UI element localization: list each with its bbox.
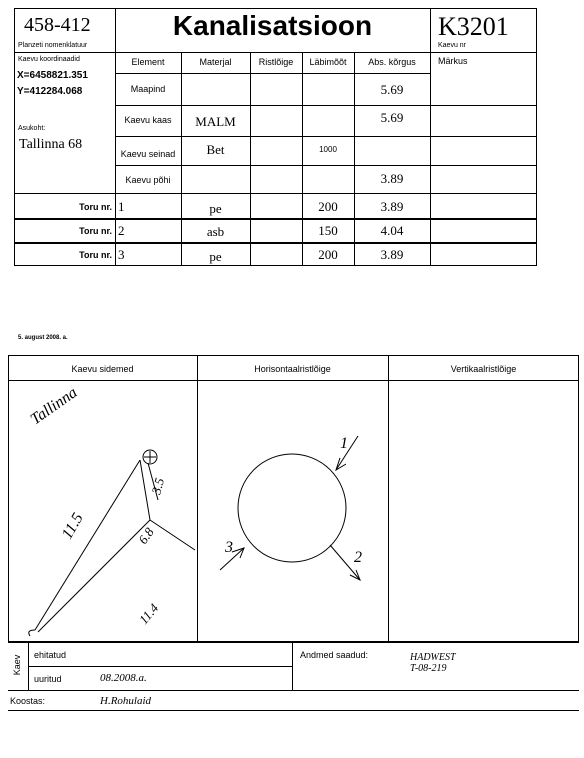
pipe-abs: 4.04 <box>380 223 404 238</box>
sketch-line <box>35 460 140 630</box>
date-label: 5. august 2008. a. <box>18 335 68 341</box>
row-element: Kaevu kaas <box>124 115 172 125</box>
compiled-label: Koostas: <box>10 696 46 706</box>
row-element: Kaevu põhi <box>125 175 171 185</box>
data-source-label: Andmed saadud: <box>300 650 369 660</box>
row-diameter: 1000 <box>319 145 337 154</box>
footer-side-label: Kaev <box>12 654 22 676</box>
pipe-diameter: 200 <box>318 199 338 214</box>
sketch-line <box>150 520 195 550</box>
pipe-diameter: 200 <box>318 247 338 262</box>
sheet-number: 458-412 <box>24 14 91 36</box>
surveyed-label: uuritud <box>34 674 62 684</box>
pipe-abs: 3.89 <box>380 199 404 214</box>
section-connections: Kaevu sidemed <box>71 364 134 374</box>
col-header-diameter: Läbimõõt <box>309 57 347 67</box>
sketch-pipe-1: 1 <box>340 435 348 452</box>
well-id: K3201 <box>438 12 509 41</box>
pipe-material: asb <box>206 224 225 239</box>
page-title: Kanalisatsioon <box>172 10 373 41</box>
row-abs: 3.89 <box>380 171 404 186</box>
pipe-diameter: 150 <box>318 223 338 238</box>
row-material: Bet <box>206 142 225 157</box>
pipe-label: Toru nr. <box>79 202 112 212</box>
pipe-nr: 3 <box>118 247 125 262</box>
pipe-nr: 2 <box>118 223 125 238</box>
sketch-dim-b: 3.5 <box>148 476 168 496</box>
well-id-caption: Kaevu nr <box>438 42 467 49</box>
coord-x: X=6458821.351 <box>17 70 88 81</box>
col-header-notes: Märkus <box>438 56 468 66</box>
location-value: Tallinna 68 <box>19 137 83 152</box>
col-header-material: Materjal <box>199 57 232 67</box>
pipe-label: Toru nr. <box>79 226 112 236</box>
section-horizontal: Horisontaalristlõige <box>254 364 331 374</box>
row-element: Maapind <box>130 84 166 94</box>
row-abs: 5.69 <box>380 110 404 125</box>
sketch-dim-c: 6.8 <box>135 524 157 547</box>
sketch-dim-d: 11.4 <box>135 600 162 627</box>
row-abs: 5.69 <box>380 82 404 97</box>
location-label: Asukoht: <box>18 125 46 132</box>
coords-label: Kaevu koordinaadid <box>18 56 80 63</box>
surveyed-value: 08.2008.a. <box>100 672 147 684</box>
sketch-line <box>38 520 150 632</box>
sketch-dim-a: 11.5 <box>58 510 87 542</box>
compiled-value: H.Rohulaid <box>100 695 152 707</box>
pipe-material: pe <box>209 201 222 216</box>
built-label: ehitatud <box>34 650 67 660</box>
row-material: MALM <box>195 114 236 129</box>
data-source-value: HADWEST <box>410 652 456 663</box>
sketch-arc <box>29 630 35 636</box>
pipe-nr: 1 <box>118 199 125 214</box>
sketch-pipe-3: 3 <box>225 539 233 556</box>
sketch-pipe-2: 2 <box>354 549 362 566</box>
pipe-label: Toru nr. <box>79 250 112 260</box>
col-header-element: Element <box>131 57 165 67</box>
section-vertical: Vertikaalristlõige <box>450 364 517 374</box>
pipe-abs: 3.89 <box>380 247 404 262</box>
col-header-abs: Abs. kõrgus <box>368 57 416 67</box>
sheet-caption: Planzeti nomenklatuur <box>18 42 88 49</box>
col-header-cross: Ristlõige <box>258 57 294 67</box>
row-element: Kaevu seinad <box>120 149 176 159</box>
coord-y: Y=412284.068 <box>17 86 83 97</box>
pipe-material: pe <box>209 249 222 264</box>
data-source-ref: T-08-219 <box>410 663 447 674</box>
horizontal-well-circle <box>238 454 346 562</box>
sketch-street: Tallinna <box>27 384 81 429</box>
